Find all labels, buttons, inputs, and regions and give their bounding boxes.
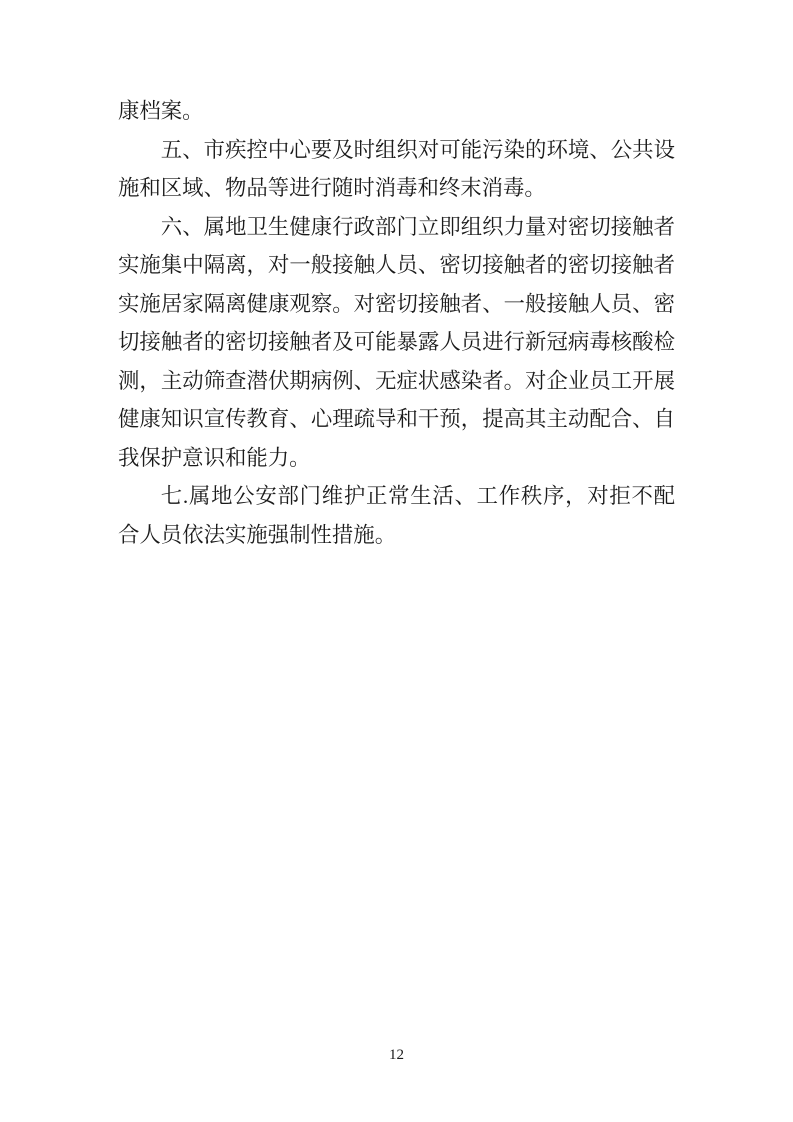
paragraph: 五、市疾控中心要及时组织对可能污染的环境、公共设施和区域、物品等进行随时消毒和终末消毒。 [118, 137, 675, 200]
page-number: 12 [389, 1047, 404, 1063]
document-body [118, 92, 675, 554]
paragraph: 六、属地卫生健康行政部门立即组织力量对密切接触者实施集中隔离，对一般接触人员、密切接触者的密切接触者实施居家隔离健康观察。对密切接触者、一般接触人员、密切接触者的密切接触者及可能暴露人员进行新冠病毒核酸检测，主动筛查潜伏期病例、无症状感染者。对企业员工开展健康知识宣传教育、心理疏导和干预，提高其主动配合、自我保护意识和能力。 [118, 214, 675, 470]
page-footer [0, 1046, 793, 1064]
paragraph: 七.属地公安部门维护正常生活、工作秩序，对拒不配合人员依法实施强制性措施。 [118, 484, 675, 547]
paragraph: 康档案。 [118, 99, 204, 123]
